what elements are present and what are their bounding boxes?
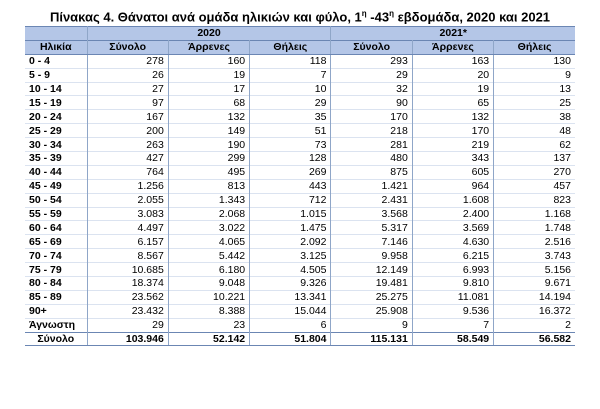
male-2020-cell: 149	[168, 124, 249, 138]
male-2020-cell: 8.388	[168, 304, 249, 318]
total-label: Σύνολο	[25, 332, 87, 346]
total-2020-cell: 97	[87, 96, 168, 110]
total-2020-cell: 263	[87, 138, 168, 152]
table-row	[25, 263, 575, 277]
total-2021-cell: 3.568	[331, 207, 412, 221]
table-title	[0, 6, 600, 25]
male-2021-cell: 1.608	[412, 193, 493, 207]
title-sup: η	[361, 9, 367, 18]
total-2020-cell: 2.055	[87, 193, 168, 207]
female-2020-cell: 51	[250, 124, 331, 138]
age-group-cell: 10 - 14	[25, 82, 87, 96]
title-sup: η	[389, 9, 394, 18]
total-2021-cell: 1.421	[331, 179, 412, 193]
total-2020-cell: 18.374	[87, 277, 168, 291]
total-2021-cell: 5.317	[331, 221, 412, 235]
female-2020-cell: 1.015	[250, 207, 331, 221]
female-2021-cell: 270	[553, 166, 571, 179]
table-row	[25, 54, 575, 68]
female-2021-cell: 14.194	[538, 291, 571, 304]
year-2021-header: 2021*	[331, 27, 575, 41]
total-2020-cell: 10.685	[87, 263, 168, 277]
male-2021-header: Άρρενες	[412, 40, 493, 54]
total-2020-cell: 3.083	[87, 207, 168, 221]
male-2020-cell: 1.343	[168, 193, 249, 207]
female-2021-cell: 48	[559, 124, 571, 137]
total-2021-cell: 218	[331, 124, 412, 138]
table-row	[25, 124, 575, 138]
age-group-cell: 55 - 59	[25, 207, 87, 221]
total-2021-cell: 281	[331, 138, 412, 152]
total-2020-cell: 764	[87, 165, 168, 179]
male-2021-cell: 9.810	[412, 277, 493, 291]
table-row	[25, 221, 575, 235]
female-2020-cell: 1.475	[250, 221, 331, 235]
age-group-cell: 90+	[25, 304, 87, 318]
male-2021-cell: 163	[412, 54, 493, 68]
total-2021-cell: 19.481	[331, 277, 412, 291]
female-2020-cell: 35	[250, 110, 331, 124]
table-row	[25, 290, 575, 304]
total-2021-cell: 32	[331, 82, 412, 96]
female-2021-cell: 13	[559, 83, 571, 95]
male-2021-cell: 964	[412, 179, 493, 193]
year-2020-header: 2020	[87, 27, 331, 41]
female-2021-cell: 9	[565, 69, 571, 82]
male-2020-cell: 3.022	[168, 221, 249, 235]
table-row	[25, 82, 575, 96]
female-2020-total: 51.804	[250, 332, 331, 346]
age-group-cell: 30 - 34	[25, 138, 87, 152]
female-2020-cell: 6	[250, 318, 331, 332]
male-2020-cell: 6.180	[168, 263, 249, 277]
table-row	[25, 277, 575, 291]
table-row	[25, 235, 575, 249]
male-2020-cell: 10.221	[168, 290, 249, 304]
total-2020: 103.946	[87, 332, 168, 346]
age-group-cell: 35 - 39	[25, 152, 87, 166]
male-2021-cell: 132	[412, 110, 493, 124]
age-group-cell: 25 - 29	[25, 124, 87, 138]
empty-header-cell	[25, 27, 87, 41]
male-2021-cell: 343	[412, 152, 493, 166]
male-2021-cell: 6.993	[412, 263, 493, 277]
female-2021-cell: 5.156	[544, 263, 571, 276]
female-2020-cell: 3.125	[250, 249, 331, 263]
female-2020-cell: 2.092	[250, 235, 331, 249]
age-group-cell: 5 - 9	[25, 68, 87, 82]
age-group-cell: 45 - 49	[25, 179, 87, 193]
male-2021-cell: 7	[412, 318, 493, 332]
male-2020-cell: 813	[168, 179, 249, 193]
female-2020-cell: 10	[250, 82, 331, 96]
title-part: Πίνακας 4. Θάνατοι ανά ομάδα ηλικιών και φύλο, 1	[49, 9, 362, 25]
male-2020-cell: 2.068	[168, 207, 249, 221]
total-2021-cell: 293	[331, 54, 412, 68]
male-2020-cell: 68	[168, 96, 249, 110]
female-2021-cell: 457	[553, 180, 571, 193]
deaths-table	[25, 26, 575, 346]
age-group-cell: 0 - 4	[25, 54, 87, 68]
total-2021-cell: 9.958	[331, 249, 412, 263]
male-2021-cell: 2.400	[412, 207, 493, 221]
total-2021-cell: 7.146	[331, 235, 412, 249]
total-2020-header: Σύνολο	[87, 40, 168, 54]
female-2021-cell: 9.671	[544, 277, 571, 290]
male-2021-cell: 19	[412, 82, 493, 96]
total-2020-cell: 4.497	[87, 221, 168, 235]
table-row	[25, 318, 575, 332]
age-group-cell: 70 - 74	[25, 249, 87, 263]
total-2021-cell: 25.908	[331, 304, 412, 318]
table-row	[25, 138, 575, 152]
year-header-row	[25, 27, 575, 41]
female-2020-cell: 13.341	[250, 290, 331, 304]
female-2020-cell: 128	[250, 152, 331, 166]
male-2020-header: Άρρενες	[168, 40, 249, 54]
female-2020-cell: 73	[250, 138, 331, 152]
total-2020-cell: 27	[87, 82, 168, 96]
table-row	[25, 179, 575, 193]
table-body	[25, 54, 575, 332]
title-part: εβδομάδα, 2020 και 2021	[393, 9, 551, 25]
total-2020-cell: 29	[87, 318, 168, 332]
total-2020-cell: 6.157	[87, 235, 168, 249]
female-2020-cell: 15.044	[250, 304, 331, 318]
age-group-cell: 50 - 54	[25, 193, 87, 207]
female-2020-cell: 712	[250, 193, 331, 207]
total-2020-cell: 23.562	[87, 290, 168, 304]
table-row	[25, 193, 575, 207]
age-group-cell: 60 - 64	[25, 221, 87, 235]
female-2020-cell: 118	[250, 54, 331, 68]
age-group-cell: 80 - 84	[25, 277, 87, 291]
total-2020-cell: 427	[87, 152, 168, 166]
female-2020-cell: 7	[250, 68, 331, 82]
table-row	[25, 165, 575, 179]
total-2021-cell: 170	[331, 110, 412, 124]
age-group-cell: 85 - 89	[25, 290, 87, 304]
female-2021-cell: 823	[553, 194, 571, 207]
male-2021-total: 58.549	[412, 332, 493, 346]
male-2020-cell: 495	[168, 165, 249, 179]
table-row	[25, 249, 575, 263]
age-group-cell: 40 - 44	[25, 165, 87, 179]
male-2021-cell: 11.081	[412, 290, 493, 304]
table-row	[25, 207, 575, 221]
total-2021-cell: 12.149	[331, 263, 412, 277]
male-2021-cell: 65	[412, 96, 493, 110]
female-2021-cell: 137	[553, 152, 571, 165]
title-part: -43	[366, 9, 390, 25]
male-2020-cell: 23	[168, 318, 249, 332]
female-2020-cell: 9.326	[250, 277, 331, 291]
female-2020-cell: 29	[250, 96, 331, 110]
female-2021-cell: 1.748	[544, 221, 571, 234]
female-2020-cell: 443	[250, 179, 331, 193]
total-2020-cell: 200	[87, 124, 168, 138]
male-2020-cell: 17	[168, 82, 249, 96]
table-row	[25, 110, 575, 124]
male-2020-cell: 132	[168, 110, 249, 124]
total-2020-cell: 26	[87, 68, 168, 82]
column-header-row	[25, 40, 575, 54]
total-2020-cell: 23.432	[87, 304, 168, 318]
male-2021-cell: 605	[412, 165, 493, 179]
female-2021-header: Θήλεις	[494, 40, 575, 54]
total-2021: 115.131	[331, 332, 412, 346]
age-header: Ηλικία	[25, 40, 87, 54]
male-2020-total: 52.142	[168, 332, 249, 346]
table-row	[25, 68, 575, 82]
total-row	[25, 332, 575, 346]
female-2021-cell: 16.372	[538, 305, 571, 318]
age-group-cell: 65 - 69	[25, 235, 87, 249]
age-group-cell: 15 - 19	[25, 96, 87, 110]
male-2021-cell: 3.569	[412, 221, 493, 235]
male-2021-cell: 170	[412, 124, 493, 138]
age-group-cell: 20 - 24	[25, 110, 87, 124]
male-2021-cell: 6.215	[412, 249, 493, 263]
total-2021-cell: 9	[331, 318, 412, 332]
total-2020-cell: 167	[87, 110, 168, 124]
male-2020-cell: 299	[168, 152, 249, 166]
total-2020-cell: 1.256	[87, 179, 168, 193]
male-2021-cell: 9.536	[412, 304, 493, 318]
female-2021-cell: 2	[565, 319, 571, 332]
female-2021-cell: 62	[559, 138, 571, 151]
female-2021-cell: 3.743	[544, 249, 571, 262]
table-row	[25, 152, 575, 166]
male-2021-cell: 219	[412, 138, 493, 152]
total-2021-header: Σύνολο	[331, 40, 412, 54]
total-2021-cell: 25.275	[331, 290, 412, 304]
total-2021-cell: 29	[331, 68, 412, 82]
age-group-cell: 75 - 79	[25, 263, 87, 277]
male-2020-cell: 19	[168, 68, 249, 82]
female-2021-cell: 2.516	[544, 235, 571, 248]
female-2021-cell: 25	[559, 96, 571, 109]
male-2021-cell: 20	[412, 68, 493, 82]
total-2021-cell: 480	[331, 152, 412, 166]
female-2021-cell: 130	[553, 55, 571, 68]
male-2020-cell: 5.442	[168, 249, 249, 263]
female-2021-total: 56.582	[494, 332, 575, 346]
female-2020-cell: 269	[250, 165, 331, 179]
table-row	[25, 96, 575, 110]
age-group-cell: Άγνωστη	[25, 318, 87, 332]
female-2021-cell: 38	[559, 110, 571, 123]
female-2021-cell: 1.168	[544, 208, 571, 221]
male-2020-cell: 4.065	[168, 235, 249, 249]
table-row	[25, 304, 575, 318]
total-2021-cell: 875	[331, 165, 412, 179]
total-2020-cell: 8.567	[87, 249, 168, 263]
female-2020-header: Θήλεις	[250, 40, 331, 54]
male-2021-cell: 4.630	[412, 235, 493, 249]
male-2020-cell: 160	[168, 54, 249, 68]
total-2021-cell: 90	[331, 96, 412, 110]
female-2020-cell: 4.505	[250, 263, 331, 277]
male-2020-cell: 9.048	[168, 277, 249, 291]
total-2021-cell: 2.431	[331, 193, 412, 207]
total-2020-cell: 278	[87, 54, 168, 68]
male-2020-cell: 190	[168, 138, 249, 152]
